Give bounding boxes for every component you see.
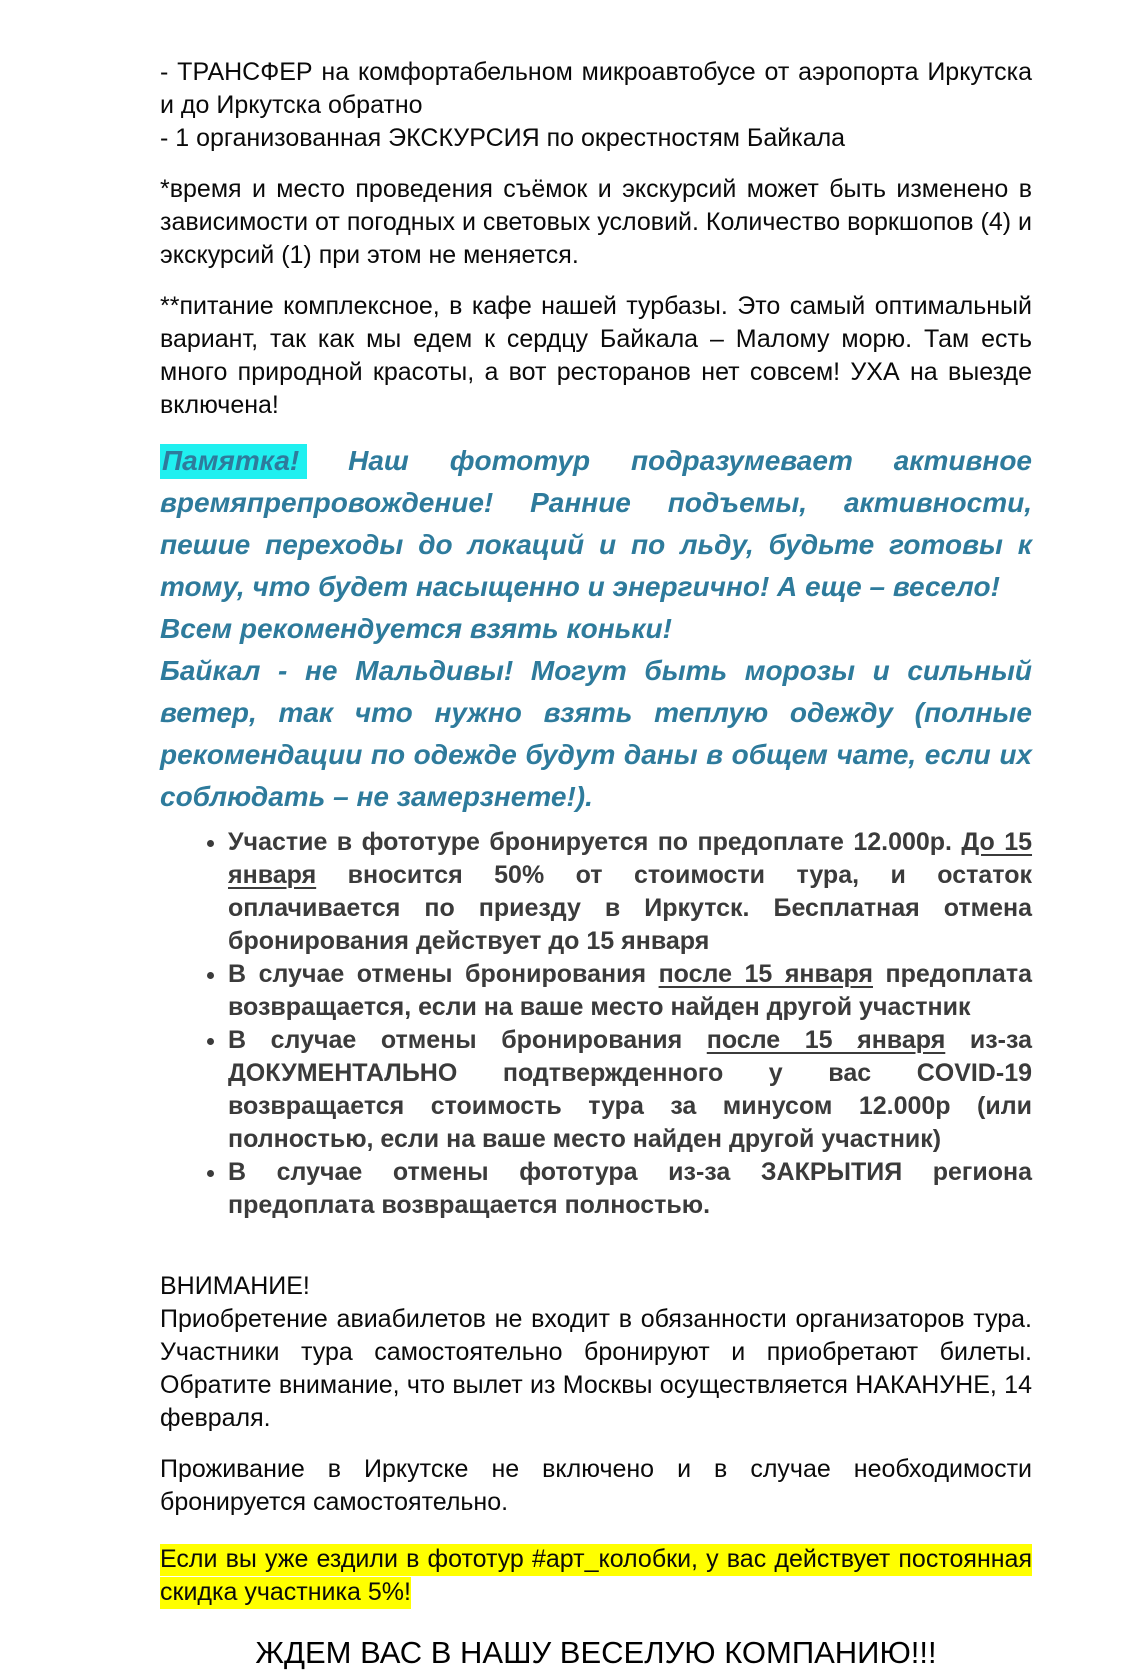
term-text: В случае отмены фототура из-за ЗАКРЫТИЯ региона предоплата возвращается полностью.	[228, 1158, 1032, 1219]
booking-terms-list	[160, 826, 1032, 1222]
included-item-excursion: - 1 организованная ЭКСКУРСИЯ по окрестностям Байкала	[160, 124, 846, 152]
booking-term-prepayment	[228, 826, 1032, 958]
attention-lodging-paragraph: Проживание в Иркутске не включено и в случае необходимости бронируется самостоятельно.	[160, 1455, 1032, 1516]
spacer	[160, 1435, 1032, 1453]
term-text: вносится 50% от стоимости тура, и остаток оплачивается по приезду в Иркутск. Бесплатная отмена бронирования действует до 15 января	[228, 861, 1032, 955]
attention-title: ВНИМАНИЕ!	[160, 1272, 310, 1300]
spacer	[160, 272, 1032, 290]
spacer	[160, 1246, 1032, 1270]
memo-skates-line: Всем рекомендуется взять коньки!	[160, 613, 672, 644]
spacer	[160, 1519, 1032, 1543]
note-meals: **питание комплексное, в кафе нашей турбазы. Это самый оптимальный вариант, так как мы едем к сердцу Байкала – Малому морю. Там есть много природной красоты, а вот ресторанов нет совсем! УХА на выезде включена!	[160, 292, 1032, 419]
discount-paragraph	[160, 1543, 1032, 1609]
booking-term-region-closure	[228, 1156, 1032, 1222]
term-text: Участие в фототуре бронируется по предоплате 12.000р.	[228, 828, 962, 856]
booking-term-covid	[228, 1024, 1032, 1156]
memo-intro-paragraph	[160, 440, 1032, 608]
attention-tickets-paragraph: Приобретение авиабилетов не входит в обязанности организаторов тура. Участники тура самостоятельно бронируют и приобретают билеты. Обратите внимание, что вылет из Москвы осуществляется НАКАНУНЕ, 14 февраля.	[160, 1305, 1032, 1432]
included-item-transfer: - ТРАНСФЕР на комфортабельном микроавтобусе от аэропорта Иркутска и до Иркутска обратно	[160, 58, 1032, 119]
closing-line: ЖДЕМ ВАС В НАШУ ВЕСЕЛУЮ КОМПАНИЮ!!!	[255, 1635, 937, 1670]
term-underlined-date: после 15 января	[658, 960, 873, 988]
term-text: из-за ДОКУМЕНТАЛЬНО подтвержденного у вас COVID-19 возвращается стоимость тура за минусом 12.000р (или полностью, если на ваше место найден другой участник)	[228, 1026, 1032, 1153]
spacer	[160, 155, 1032, 173]
term-underlined-date: после 15 января	[706, 1026, 946, 1054]
term-text: предоплата возвращается, если на ваше место найден другой участник	[228, 960, 1032, 1021]
note-schedule: *время и место проведения съёмок и экскурсий может быть изменено в зависимости от погодных и световых условий. Количество воркшопов (4) и экскурсий (1) при этом не меняется.	[160, 175, 1032, 269]
term-underlined-date: До 15 января	[228, 828, 1033, 889]
term-text: В случае отмены бронирования	[228, 1026, 707, 1054]
term-text: В случае отмены бронирования	[228, 960, 659, 988]
booking-term-cancel-after	[228, 958, 1032, 1024]
memo-weather-paragraph: Байкал - не Мальдивы! Могут быть морозы и сильный ветер, так что нужно взять теплую одежду (полные рекомендации по одежде будут даны в общем чате, если их соблюдать – не замерзнете!).	[160, 655, 1032, 812]
spacer	[160, 1222, 1032, 1246]
spacer	[160, 422, 1032, 440]
memo-intro-text: Наш фототур подразумевает активное времяпрепровождение! Ранние подъемы, активности, пешие переходы до локаций и по льду, будьте готовы к тому, что будет насыщенно и энергично! А еще – весело!	[160, 445, 1032, 602]
memo-section	[160, 440, 1032, 818]
memo-label-highlight: Памятка!	[160, 444, 307, 479]
discount-highlight-text: Если вы уже ездили в фототур #арт_колобки, у вас действует постоянная скидка участника 5%!	[160, 1544, 1032, 1609]
